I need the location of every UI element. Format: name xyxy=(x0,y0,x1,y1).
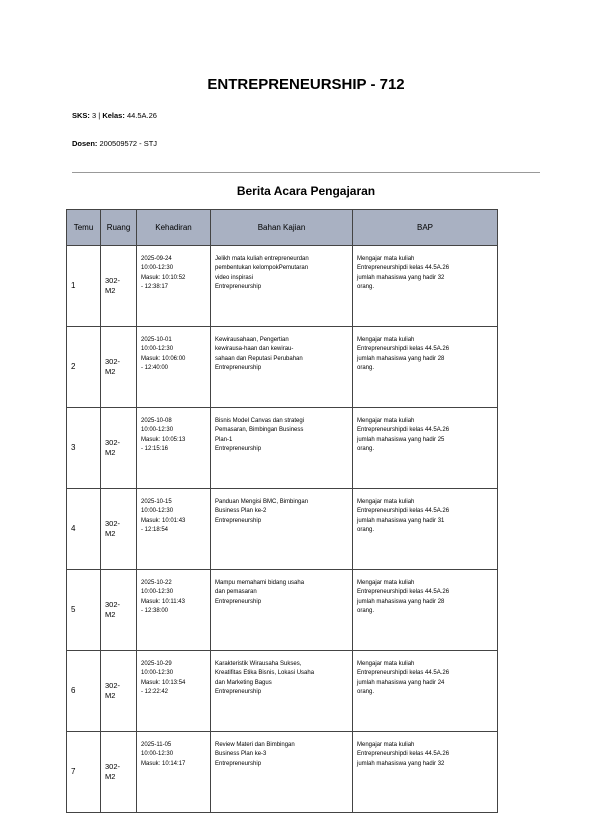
temu-cell: 7 xyxy=(67,732,101,813)
kehadiran-cell-line: 2025-10-01 xyxy=(141,337,172,343)
ruang-cell-line: 302- xyxy=(105,680,121,690)
bap-cell-line: jumlah mahasiswa yang hadir 32 xyxy=(357,760,445,767)
bap-cell-line: Mengajar mata kuliah xyxy=(357,337,415,343)
kehadiran-cell-line: Masuk: 10:10:52 xyxy=(141,274,186,281)
ruang-cell-line: 302- xyxy=(105,356,121,366)
ruang-cell-line: 302- xyxy=(105,518,121,528)
temu-cell: 5 xyxy=(67,570,101,651)
bap-cell-line: orang. xyxy=(357,364,375,371)
bap-cell xyxy=(353,327,498,408)
kehadiran-cell xyxy=(137,246,211,327)
ruang-cell xyxy=(101,651,137,732)
kehadiran-cell-line: 2025-10-29 xyxy=(141,661,172,667)
bahan-kajian-cell-line: dan Marketing Bagus xyxy=(215,679,272,686)
kehadiran-cell-line: Masuk: 10:11:43 xyxy=(141,598,185,605)
kehadiran-cell-line: Masuk: 10:05:13 xyxy=(141,436,186,443)
separator: | xyxy=(98,111,101,120)
kelas-label: Kelas: xyxy=(102,111,125,120)
bap-cell-line: Mengajar mata kuliah xyxy=(357,499,415,505)
bahan-kajian-cell-line: Entrepreneurship xyxy=(215,445,262,452)
ruang-cell-line: 302- xyxy=(105,599,121,609)
bahan-kajian-cell-line: Kreatifitas Etika Bisnis, Lokasi Usaha xyxy=(215,670,315,677)
bahan-kajian-cell-line: Panduan Mengisi BMC, Bimbingan xyxy=(215,499,309,505)
bahan-kajian-cell xyxy=(211,489,353,570)
table-body xyxy=(67,246,498,813)
bap-cell-line: Entrepreneurshipdi kelas 44.5A.26 xyxy=(357,670,450,677)
bap-cell xyxy=(353,570,498,651)
bap-cell-line: orang. xyxy=(357,688,375,695)
kehadiran-cell-line: 2025-09-24 xyxy=(141,256,172,262)
bahan-kajian-cell-line: Pemasaran, Bimbingan Business xyxy=(215,427,304,434)
bahan-kajian-cell-line: Entrepreneurship xyxy=(215,688,262,695)
bahan-kajian-cell-line: Review Materi dan Bimbingan xyxy=(215,742,295,748)
kehadiran-cell-line: 2025-10-22 xyxy=(141,580,172,586)
kehadiran-cell-line: - 12:22:42 xyxy=(141,688,169,695)
bahan-kajian-cell-line: Karakteristik Wirausaha Sukses, xyxy=(215,661,302,667)
bap-cell-line: Entrepreneurshipdi kelas 44.5A.26 xyxy=(357,346,450,353)
ruang-cell-line: M2 xyxy=(105,448,116,457)
bap-cell xyxy=(353,246,498,327)
bap-cell-line: jumlah mahasiswa yang hadir 32 xyxy=(357,274,445,281)
kehadiran-cell-line: Masuk: 10:01:43 xyxy=(141,517,186,524)
table-row xyxy=(67,651,498,732)
ruang-cell-line: 302- xyxy=(105,275,121,285)
bahan-kajian-cell-line: Entrepreneurship xyxy=(215,517,262,524)
kehadiran-cell xyxy=(137,327,211,408)
ruang-cell xyxy=(101,327,137,408)
bap-cell xyxy=(353,651,498,732)
table-row xyxy=(67,408,498,489)
ruang-cell xyxy=(101,489,137,570)
bahan-kajian-cell-line: Business Plan ke-2 xyxy=(215,508,267,515)
column-header-bahan-kajian: Bahan Kajian xyxy=(211,210,353,246)
bahan-kajian-cell-line: pembentukan kelompokPemutaran xyxy=(215,265,309,272)
bahan-kajian-cell-line: video inspirasi xyxy=(215,274,254,281)
teaching-record-table xyxy=(66,209,498,813)
bahan-kajian-cell-line: Bisnis Model Canvas dan strategi xyxy=(215,418,305,424)
bahan-kajian-cell-line: Jelikh mata kuliah entrepreneurdan xyxy=(215,256,309,262)
bahan-kajian-cell-line: kewirausa-haan dan kewirau- xyxy=(215,346,294,353)
bap-cell-line: Entrepreneurshipdi kelas 44.5A.26 xyxy=(357,751,450,758)
bahan-kajian-cell-line: sahaan dan Reputasi Perubahan xyxy=(215,355,303,362)
course-info-line xyxy=(72,111,157,120)
kehadiran-cell-line: 10:00-12:30 xyxy=(141,508,174,515)
bahan-kajian-cell-line: Entrepreneurship xyxy=(215,760,262,767)
kehadiran-cell-line: 2025-10-08 xyxy=(141,418,172,424)
bap-cell-line: orang. xyxy=(357,526,375,533)
bahan-kajian-cell-line: Entrepreneurship xyxy=(215,283,262,290)
table-row xyxy=(67,732,498,813)
column-header-kehadiran: Kehadiran xyxy=(137,210,211,246)
table-row xyxy=(67,246,498,327)
kehadiran-cell-line: - 12:40:00 xyxy=(141,364,169,371)
kehadiran-cell-line: - 12:15:16 xyxy=(141,445,169,452)
kehadiran-cell xyxy=(137,489,211,570)
sks-value: 3 xyxy=(92,111,97,120)
ruang-cell-line: M2 xyxy=(105,772,116,781)
bap-cell-line: Entrepreneurshipdi kelas 44.5A.26 xyxy=(357,265,450,272)
bap-cell-line: Mengajar mata kuliah xyxy=(357,742,415,748)
kelas-value: 44.5A.26 xyxy=(126,111,157,120)
bahan-kajian-cell-line: Plan-1 xyxy=(215,436,233,443)
section-title: Berita Acara Pengajaran xyxy=(236,184,376,198)
kehadiran-cell xyxy=(137,732,211,813)
temu-cell: 6 xyxy=(67,651,101,732)
bap-cell-line: jumlah mahasiswa yang hadir 25 xyxy=(357,436,445,443)
ruang-cell-line: M2 xyxy=(105,610,116,619)
kehadiran-cell-line: Masuk: 10:13:54 xyxy=(141,679,186,686)
ruang-cell-line: M2 xyxy=(105,367,116,376)
sks-label: SKS: xyxy=(72,111,90,120)
kehadiran-cell-line: - 12:38:17 xyxy=(141,283,169,290)
bap-cell-line: jumlah mahasiswa yang hadir 24 xyxy=(357,679,445,686)
ruang-cell-line: M2 xyxy=(105,286,116,295)
bahan-kajian-cell-line: Entrepreneurship xyxy=(215,364,262,371)
table-row xyxy=(67,570,498,651)
lecturer-info-line xyxy=(72,139,157,148)
bap-cell-line: jumlah mahasiswa yang hadir 31 xyxy=(357,517,445,524)
temu-cell: 3 xyxy=(67,408,101,489)
bahan-kajian-cell xyxy=(211,651,353,732)
bahan-kajian-cell xyxy=(211,570,353,651)
dosen-label: Dosen: xyxy=(72,139,98,148)
kehadiran-cell-line: 10:00-12:30 xyxy=(141,346,174,353)
kehadiran-cell-line: 10:00-12:30 xyxy=(141,265,174,272)
bap-cell xyxy=(353,489,498,570)
bahan-kajian-cell xyxy=(211,732,353,813)
kehadiran-cell-line: 10:00-12:30 xyxy=(141,670,174,677)
kehadiran-cell-line: - 12:38:00 xyxy=(141,607,169,614)
ruang-cell-line: 302- xyxy=(105,437,121,447)
ruang-cell xyxy=(101,246,137,327)
bap-cell-line: Entrepreneurshipdi kelas 44.5A.26 xyxy=(357,508,450,515)
kehadiran-cell-line: 10:00-12:30 xyxy=(141,589,174,596)
bap-cell-line: orang. xyxy=(357,445,375,452)
page-title: ENTREPRENEURSHIP - 712 xyxy=(207,76,405,93)
bap-cell-line: orang. xyxy=(357,607,375,614)
bap-cell xyxy=(353,408,498,489)
column-header-temu: Temu xyxy=(67,210,101,246)
kehadiran-cell-line: Masuk: 10:06:00 xyxy=(141,355,186,362)
bap-cell-line: orang. xyxy=(357,283,375,290)
column-header-bap: BAP xyxy=(353,210,498,246)
ruang-cell-line: M2 xyxy=(105,691,116,700)
bap-cell-line: jumlah mahasiswa yang hadir 28 xyxy=(357,355,445,362)
kehadiran-cell xyxy=(137,408,211,489)
bap-cell-line: Entrepreneurshipdi kelas 44.5A.26 xyxy=(357,589,450,596)
bap-cell-line: Mengajar mata kuliah xyxy=(357,256,415,262)
ruang-cell xyxy=(101,408,137,489)
bap-cell xyxy=(353,732,498,813)
kehadiran-cell-line: 10:00-12:30 xyxy=(141,427,174,434)
ruang-cell xyxy=(101,570,137,651)
table-row xyxy=(67,327,498,408)
bahan-kajian-cell-line: Kewirausahaan, Pengertian xyxy=(215,337,289,343)
ruang-cell xyxy=(101,732,137,813)
table-row xyxy=(67,489,498,570)
ruang-cell-line: 302- xyxy=(105,761,121,771)
column-header-ruang: Ruang xyxy=(101,210,137,246)
kehadiran-cell-line: - 12:18:54 xyxy=(141,526,169,533)
temu-cell: 1 xyxy=(67,246,101,327)
kehadiran-cell xyxy=(137,570,211,651)
horizontal-divider xyxy=(72,172,540,173)
bap-cell-line: Mengajar mata kuliah xyxy=(357,661,415,667)
bahan-kajian-cell xyxy=(211,327,353,408)
bahan-kajian-cell-line: Entrepreneurship xyxy=(215,598,262,605)
kehadiran-cell-line: 10:00-12:30 xyxy=(141,751,174,758)
kehadiran-cell-line: Masuk: 10:14:17 xyxy=(141,760,186,767)
ruang-cell-line: M2 xyxy=(105,529,116,538)
bahan-kajian-cell-line: Mampu memahami bidang usaha xyxy=(215,580,305,586)
bap-cell-line: Mengajar mata kuliah xyxy=(357,418,415,424)
dosen-value: 200509572 - STJ xyxy=(99,139,158,148)
bahan-kajian-cell-line: dan pemasaran xyxy=(215,589,257,596)
bap-cell-line: Mengajar mata kuliah xyxy=(357,580,415,586)
temu-cell: 4 xyxy=(67,489,101,570)
bap-cell-line: jumlah mahasiswa yang hadir 28 xyxy=(357,598,445,605)
kehadiran-cell xyxy=(137,651,211,732)
bap-cell-line: Entrepreneurshipdi kelas 44.5A.26 xyxy=(357,427,450,434)
kehadiran-cell-line: 2025-10-15 xyxy=(141,499,172,505)
table-header-row xyxy=(67,210,498,246)
bahan-kajian-cell-line: Business Plan ke-3 xyxy=(215,751,267,758)
bahan-kajian-cell xyxy=(211,408,353,489)
kehadiran-cell-line: 2025-11-05 xyxy=(141,742,172,748)
temu-cell: 2 xyxy=(67,327,101,408)
bahan-kajian-cell xyxy=(211,246,353,327)
